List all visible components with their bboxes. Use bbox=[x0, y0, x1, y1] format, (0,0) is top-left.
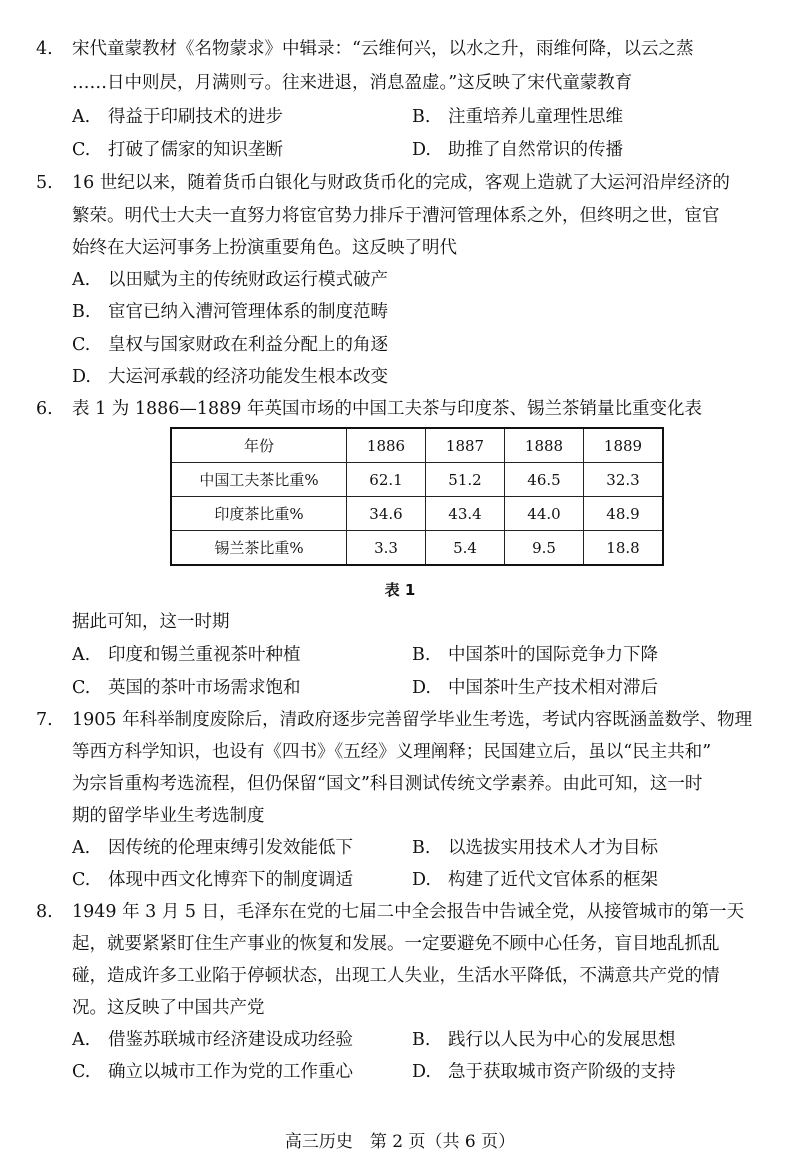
option-text: 得益于印刷技术的进步 bbox=[108, 107, 283, 127]
option-letter: C. bbox=[72, 335, 91, 355]
q8-option-c bbox=[72, 1060, 353, 1084]
option-letter: B. bbox=[412, 1030, 431, 1050]
q8-option-b bbox=[412, 1028, 676, 1052]
table-cell: 43.4 bbox=[426, 497, 505, 531]
q8-stem-line-3: 碰，造成许多工业陷于停顿状态，出现工人失业，生活水平降低，不满意共产党的情 bbox=[72, 966, 720, 986]
option-letter: A. bbox=[72, 645, 91, 665]
option-letter: D. bbox=[412, 870, 431, 890]
q5-stem-line-2: 繁荣。明代士大夫一直努力将宦官势力排斥于漕河管理体系之外，但终明之世，宦官 bbox=[72, 206, 720, 226]
q5-option-d bbox=[72, 365, 388, 389]
page-footer: 高三历史 第 2 页（共 6 页） bbox=[284, 1132, 516, 1152]
table-cell: 32.3 bbox=[584, 463, 664, 497]
option-letter: C. bbox=[72, 870, 91, 890]
option-text: 借鉴苏联城市经济建设成功经验 bbox=[108, 1030, 353, 1050]
option-text: 践行以人民为中心的发展思想 bbox=[448, 1030, 676, 1050]
option-text: 确立以城市工作为党的工作重心 bbox=[108, 1062, 353, 1082]
option-letter: D. bbox=[412, 140, 431, 160]
option-text: 以田赋为主的传统财政运行模式破产 bbox=[108, 270, 388, 290]
q5-stem-line-1: 16 世纪以来，随着货币白银化与财政货币化的完成，客观上造就了大运河沿岸经济的 bbox=[72, 173, 730, 193]
table-cell: 1886 bbox=[347, 428, 426, 463]
table-cell: 1887 bbox=[426, 428, 505, 463]
table-cell: 年份 bbox=[171, 428, 347, 463]
q7-stem-line-4: 期的留学毕业生考选制度 bbox=[72, 806, 265, 826]
option-letter: B. bbox=[412, 645, 431, 665]
option-letter: B. bbox=[72, 302, 91, 322]
table-cell: 3.3 bbox=[347, 531, 426, 566]
q7-stem-line-1: 1905 年科举制度废除后，清政府逐步完善留学毕业生考选，考试内容既涵盖数学、物理 bbox=[72, 710, 753, 730]
table-header-row bbox=[171, 428, 663, 463]
option-text: 皇权与国家财政在利益分配上的角逐 bbox=[108, 335, 388, 355]
option-letter: D. bbox=[412, 678, 431, 698]
q7-stem-line-3: 为宗旨重构考选流程，但仍保留“国文”科目测试传统文学素养。由此可知，这一时 bbox=[72, 774, 703, 794]
q7-option-c bbox=[72, 868, 353, 892]
option-text: 以选拔实用技术人才为目标 bbox=[448, 838, 658, 858]
option-text: 中国茶叶生产技术相对滞后 bbox=[448, 678, 658, 698]
table-cell: 9.5 bbox=[505, 531, 584, 566]
option-text: 印度和锡兰重视茶叶种植 bbox=[108, 645, 301, 665]
option-text: 英国的茶叶市场需求饱和 bbox=[108, 678, 301, 698]
table-cell: 44.0 bbox=[505, 497, 584, 531]
q4-option-c bbox=[72, 138, 283, 162]
table-cell: 46.5 bbox=[505, 463, 584, 497]
q4-stem-line-1: 宋代童蒙教材《名物蒙求》中辑录：“云维何兴，以水之升，雨维何降，以云之蒸 bbox=[72, 39, 694, 59]
table-cell: 1888 bbox=[505, 428, 584, 463]
option-letter: B. bbox=[412, 838, 431, 858]
option-letter: A. bbox=[72, 1030, 91, 1050]
table-cell: 62.1 bbox=[347, 463, 426, 497]
table-cell: 5.4 bbox=[426, 531, 505, 566]
table-row bbox=[171, 463, 663, 497]
table-cell: 锡兰茶比重% bbox=[171, 531, 347, 566]
table-row bbox=[171, 497, 663, 531]
option-text: 构建了近代文官体系的框架 bbox=[448, 870, 658, 890]
q4-stem-line-2: ……日中则昃，月满则亏。往来进退，消息盈虚。”这反映了宋代童蒙教育 bbox=[72, 73, 633, 93]
option-letter: A. bbox=[72, 270, 91, 290]
q8-number: 8. bbox=[36, 902, 53, 922]
q7-option-d bbox=[412, 868, 658, 892]
q7-option-a bbox=[72, 836, 353, 860]
q4-option-d bbox=[412, 138, 623, 162]
tea-share-table bbox=[170, 427, 664, 566]
q8-stem-line-2: 起，就要紧紧盯住生产事业的恢复和发展。一定要避免不顾中心任务，盲目地乱抓乱 bbox=[72, 934, 720, 954]
option-letter: A. bbox=[72, 107, 91, 127]
option-text: 打破了儒家的知识垄断 bbox=[108, 140, 283, 160]
option-letter: B. bbox=[412, 107, 431, 127]
option-text: 因传统的伦理束缚引发效能低下 bbox=[108, 838, 353, 858]
option-text: 体现中西文化博弈下的制度调适 bbox=[108, 870, 353, 890]
table-cell: 1889 bbox=[584, 428, 664, 463]
option-letter: A. bbox=[72, 838, 91, 858]
q8-stem-line-1: 1949 年 3 月 5 日，毛泽东在党的七届二中全会报告中告诫全党，从接管城市的第一天 bbox=[72, 902, 745, 922]
option-letter: C. bbox=[72, 1062, 91, 1082]
option-letter: C. bbox=[72, 678, 91, 698]
table-caption: 表 1 bbox=[384, 581, 416, 599]
table-cell: 中国工夫茶比重% bbox=[171, 463, 347, 497]
q8-stem-line-4: 况。这反映了中国共产党 bbox=[72, 998, 265, 1018]
q6-option-a bbox=[72, 643, 301, 667]
option-letter: D. bbox=[72, 367, 91, 387]
q7-number: 7. bbox=[36, 710, 53, 730]
q6-number: 6. bbox=[36, 399, 53, 419]
table-row bbox=[171, 531, 663, 566]
q6-stem-line-1: 表 1 为 1886—1889 年英国市场的中国工夫茶与印度茶、锡兰茶销量比重变化表 bbox=[72, 399, 702, 419]
q4-option-b bbox=[412, 105, 623, 129]
q5-option-c bbox=[72, 333, 388, 357]
q6-option-d bbox=[412, 676, 658, 700]
option-letter: C. bbox=[72, 140, 91, 160]
table-cell: 48.9 bbox=[584, 497, 664, 531]
option-text: 宦官已纳入漕河管理体系的制度范畴 bbox=[108, 302, 388, 322]
q5-option-b bbox=[72, 300, 388, 324]
option-text: 大运河承载的经济功能发生根本改变 bbox=[108, 367, 388, 387]
q6-option-b bbox=[412, 643, 658, 667]
option-text: 助推了自然常识的传播 bbox=[448, 140, 623, 160]
q5-stem-line-3: 始终在大运河事务上扮演重要角色。这反映了明代 bbox=[72, 238, 457, 258]
q5-number: 5. bbox=[36, 173, 53, 193]
q7-stem-line-2: 等西方科学知识，也设有《四书》《五经》义理阐释；民国建立后，虽以“民主共和” bbox=[72, 742, 712, 762]
q4-number: 4. bbox=[36, 39, 53, 59]
q6-option-c bbox=[72, 676, 301, 700]
option-text: 急于获取城市资产阶级的支持 bbox=[448, 1062, 676, 1082]
table-cell: 印度茶比重% bbox=[171, 497, 347, 531]
q8-option-d bbox=[412, 1060, 676, 1084]
q7-option-b bbox=[412, 836, 658, 860]
option-letter: D. bbox=[412, 1062, 431, 1082]
q5-option-a bbox=[72, 268, 388, 292]
table-cell: 34.6 bbox=[347, 497, 426, 531]
table-cell: 18.8 bbox=[584, 531, 664, 566]
table-cell: 51.2 bbox=[426, 463, 505, 497]
option-text: 中国茶叶的国际竞争力下降 bbox=[448, 645, 658, 665]
q6-question-stem: 据此可知，这一时期 bbox=[72, 612, 230, 632]
q4-option-a bbox=[72, 105, 283, 129]
q8-option-a bbox=[72, 1028, 353, 1052]
option-text: 注重培养儿童理性思维 bbox=[448, 107, 623, 127]
